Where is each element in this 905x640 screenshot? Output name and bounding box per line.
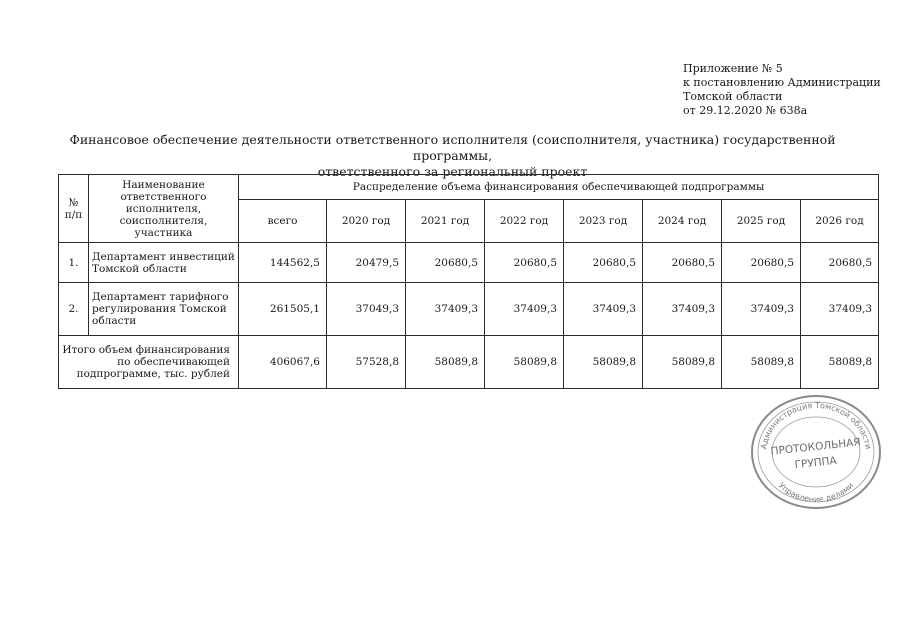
header-year-2026: 2026 год: [801, 200, 879, 243]
cell-total: 261505,1: [239, 283, 327, 336]
document-title: [40, 132, 865, 180]
total-cell-2024: 58089,8: [643, 336, 722, 389]
table-row: [59, 243, 879, 283]
total-cell-2021: 58089,8: [406, 336, 485, 389]
stamp-outer-top: Администрация Томской области: [759, 400, 873, 450]
cell-2022: 20680,5: [485, 243, 564, 283]
header-year-2023: 2023 год: [564, 200, 643, 243]
header-year-2022: 2022 год: [485, 200, 564, 243]
cell-2025: 20680,5: [722, 243, 801, 283]
cell-2021: 37409,3: [406, 283, 485, 336]
appendix-header: [683, 62, 893, 118]
cell-2020: 20479,5: [327, 243, 406, 283]
stamp-center-line-2: ГРУППА: [794, 454, 838, 472]
header-num: № п/п: [59, 175, 89, 243]
row-name: Департамент инвестиций Томской области: [89, 243, 239, 283]
cell-2020: 37049,3: [327, 283, 406, 336]
total-cell-all: 406067,6: [239, 336, 327, 389]
cell-2025: 37409,3: [722, 283, 801, 336]
header-year-2024: 2024 год: [643, 200, 722, 243]
cell-2022: 37409,3: [485, 283, 564, 336]
cell-2024: 20680,5: [643, 243, 722, 283]
header-name: Наименование ответственного исполнителя, соисполнителя, участника: [89, 175, 239, 243]
cell-2021: 20680,5: [406, 243, 485, 283]
cell-2026: 20680,5: [801, 243, 879, 283]
cell-2026: 37409,3: [801, 283, 879, 336]
cell-2024: 37409,3: [643, 283, 722, 336]
row-name: Департамент тарифного регулирования Томской области: [89, 283, 239, 336]
total-cell-2022: 58089,8: [485, 336, 564, 389]
row-num: 1.: [59, 243, 89, 283]
title-line-1: Финансовое обеспечение деятельности ответственного исполнителя (соисполнителя, участника) государственной программы,: [69, 132, 836, 163]
cell-total: 144562,5: [239, 243, 327, 283]
cell-2023: 20680,5: [564, 243, 643, 283]
total-label: Итого объем финансирования по обеспечивающей подпрограмме, тыс. рублей: [59, 336, 239, 389]
header-total: всего: [239, 200, 327, 243]
total-cell-2020: 57528,8: [327, 336, 406, 389]
header-year-2025: 2025 год: [722, 200, 801, 243]
appendix-line-1: Приложение № 5: [683, 62, 783, 75]
stamp-center-line-1: ПРОТОКОЛЬНАЯ: [770, 436, 862, 458]
financing-table: [58, 174, 879, 389]
header-year-2021: 2021 год: [406, 200, 485, 243]
row-num: 2.: [59, 283, 89, 336]
appendix-line-4: от 29.12.2020 № 638а: [683, 104, 808, 117]
total-row: [59, 336, 879, 389]
total-cell-2026: 58089,8: [801, 336, 879, 389]
table-row: [59, 283, 879, 336]
stamp-outer-bottom: Управление делами: [776, 480, 856, 505]
header-year-2020: 2020 год: [327, 200, 406, 243]
title-line-2: ответственного за региональный проект: [317, 164, 588, 179]
appendix-line-2: к постановлению Администрации: [683, 76, 881, 89]
official-stamp: [744, 390, 888, 510]
cell-2023: 37409,3: [564, 283, 643, 336]
header-distribution: Распределение объема финансирования обеспечивающей подпрограммы: [239, 175, 879, 200]
total-cell-2023: 58089,8: [564, 336, 643, 389]
total-cell-2025: 58089,8: [722, 336, 801, 389]
appendix-line-3: Томской области: [683, 90, 783, 103]
